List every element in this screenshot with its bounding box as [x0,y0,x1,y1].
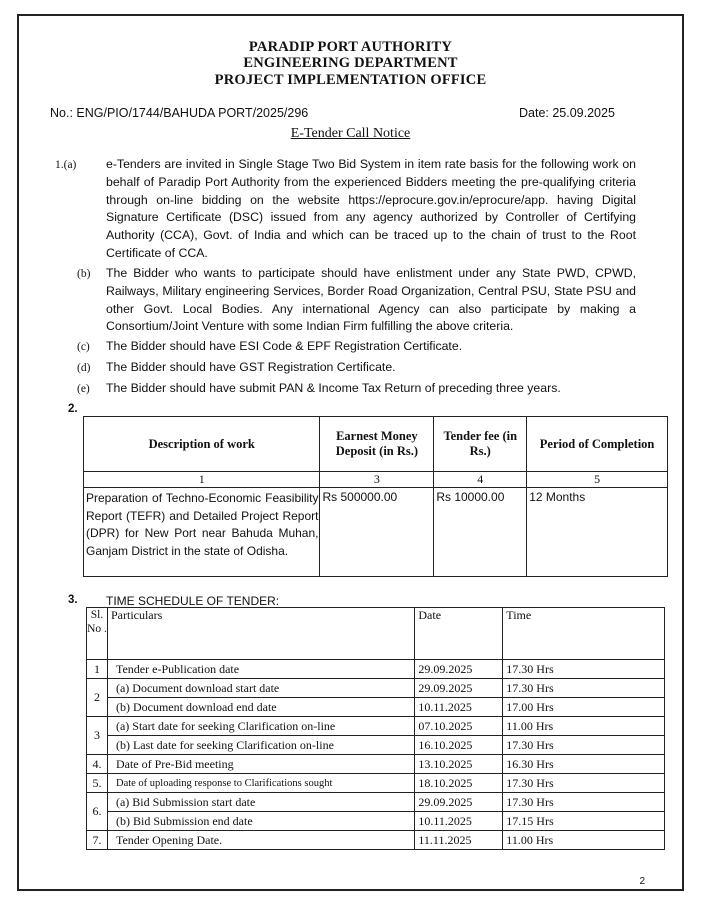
schedule-row [87,774,665,793]
schedule-date: 10.11.2025 [415,698,503,717]
work-table-header-row [84,417,668,472]
schedule-date: 11.11.2025 [415,831,503,850]
office-name: PROJECT IMPLEMENTATION OFFICE [214,72,487,88]
sl-no: 7. [87,831,108,850]
schedule-time: 17.30 Hrs [503,774,665,793]
col-description-header: Description of work [84,417,320,472]
schedule-header-row [87,608,665,660]
schedule-row [87,698,665,717]
particular: (a) Start date for seeking Clarification on-line [107,717,414,736]
clause-1a-label: 1.(a) [55,159,77,171]
col-emd-header: Earnest Money Deposit (in Rs.) [320,417,434,472]
col-number: 1 [84,472,320,488]
schedule-time: 17.15 Hrs [503,812,665,831]
sl-no: 2 [87,679,108,717]
schedule-row [87,736,665,755]
notice-title: E-Tender Call Notice [290,126,411,141]
schedule-time: 11.00 Hrs [503,717,665,736]
schedule-row [87,679,665,698]
clause-1d-label: (d) [77,362,91,374]
schedule-date: 29.09.2025 [415,660,503,679]
sl-no: 6. [87,793,108,831]
sl-no: 3 [87,717,108,755]
notice-date: Date: 25.09.2025 [519,106,615,120]
sl-no: 4. [87,755,108,774]
reference-number: No.: ENG/PIO/1744/BAHUDA PORT/2025/296 [50,106,309,120]
col-fee-header: Tender fee (in Rs.) [434,417,527,472]
clause-1c-text: The Bidder should have ESI Code & EPF Registration Certificate. [106,339,463,353]
clause-1b-label: (b) [77,268,91,280]
col-number: 5 [527,472,668,488]
schedule-row [87,812,665,831]
schedule-time: 17.00 Hrs [503,698,665,717]
particular: (b) Document download end date [107,698,414,717]
work-row [84,488,668,577]
clause-1a-text: e-Tenders are invited in Single Stage Two Bid System in item rate basis for the following work on behalf of Paradip Port Authority from the experienced Bidders meeting the pre-qualifying criteria through on-line bidding on the website https://eprocure.gov.in/eprocure/app. having Digital Signature Certificate (DSC) issued from any agency authorized by Controller of Certifying Authority (CCA), Govt. of India and which can be traced up to the chain of trust to the Root Certificate of CCA. [106,157,636,260]
clause-1e-label: (e) [77,383,90,395]
schedule-row [87,660,665,679]
time-header: Time [503,608,665,660]
date-header: Date [415,608,503,660]
work-details-table [83,416,668,577]
particular: (a) Document download start date [107,679,414,698]
section-2-label: 2. [68,403,78,415]
sl-no: 5. [87,774,108,793]
clause-1b-text: The Bidder who wants to participate should have enlistment under any State PWD, CPWD, Railways, Military engineering Services, Border Road Organization, Central PSU, State PSU and other Govt. Local Bodies. Any international Agency can also participate by making a Consortium/Joint Venture with some Indian Firm fulfilling the above criteria. [106,266,636,334]
particular: (b) Last date for seeking Clarification on-line [107,736,414,755]
schedule-date: 18.10.2025 [415,774,503,793]
emd-value: Rs 500000.00 [320,488,434,577]
col-period-header: Period of Completion [527,417,668,472]
particular: (a) Bid Submission start date [107,793,414,812]
schedule-time: 11.00 Hrs [503,831,665,850]
schedule-title: TIME SCHEDULE OF TENDER: [106,594,280,608]
particular: Date of uploading response to Clarifications sought [107,774,414,793]
schedule-row [87,755,665,774]
schedule-time: 17.30 Hrs [503,660,665,679]
schedule-time: 17.30 Hrs [503,736,665,755]
schedule-date: 07.10.2025 [415,717,503,736]
schedule-time: 17.30 Hrs [503,793,665,812]
particulars-header: Particulars [107,608,414,660]
schedule-time: 16.30 Hrs [503,755,665,774]
schedule-date: 29.09.2025 [415,679,503,698]
schedule-row [87,717,665,736]
col-number: 4 [434,472,527,488]
section-3-label: 3. [68,594,78,606]
schedule-table [86,607,665,850]
period-value: 12 Months [527,488,668,577]
particular: (b) Bid Submission end date [107,812,414,831]
schedule-date: 16.10.2025 [415,736,503,755]
org-name: PARADIP PORT AUTHORITY [248,39,453,55]
particular: Date of Pre-Bid meeting [107,755,414,774]
schedule-time: 17.30 Hrs [503,679,665,698]
particular: Tender Opening Date. [107,831,414,850]
column-number-row [84,472,668,488]
schedule-row [87,793,665,812]
schedule-date: 13.10.2025 [415,755,503,774]
fee-value: Rs 10000.00 [434,488,527,577]
work-description: Preparation of Techno-Economic Feasibility Report (TEFR) and Detailed Project Report (DPR) for New Port near Bahuda Muhan, Ganjam District in the state of Odisha. [84,488,320,577]
sl-no: 1 [87,660,108,679]
schedule-date: 10.11.2025 [415,812,503,831]
clause-1e-text: The Bidder should have submit PAN & Income Tax Return of preceding three years. [106,381,561,395]
schedule-row [87,831,665,850]
particular: Tender e-Publication date [107,660,414,679]
clause-1d-text: The Bidder should have GST Registration Certificate. [106,360,396,374]
page-number: 2 [639,876,645,887]
sl-no-header: Sl. No . [87,608,108,660]
col-number: 3 [320,472,434,488]
clause-1c-label: (c) [77,341,90,353]
department-name: ENGINEERING DEPARTMENT [243,55,458,71]
schedule-date: 29.09.2025 [415,793,503,812]
